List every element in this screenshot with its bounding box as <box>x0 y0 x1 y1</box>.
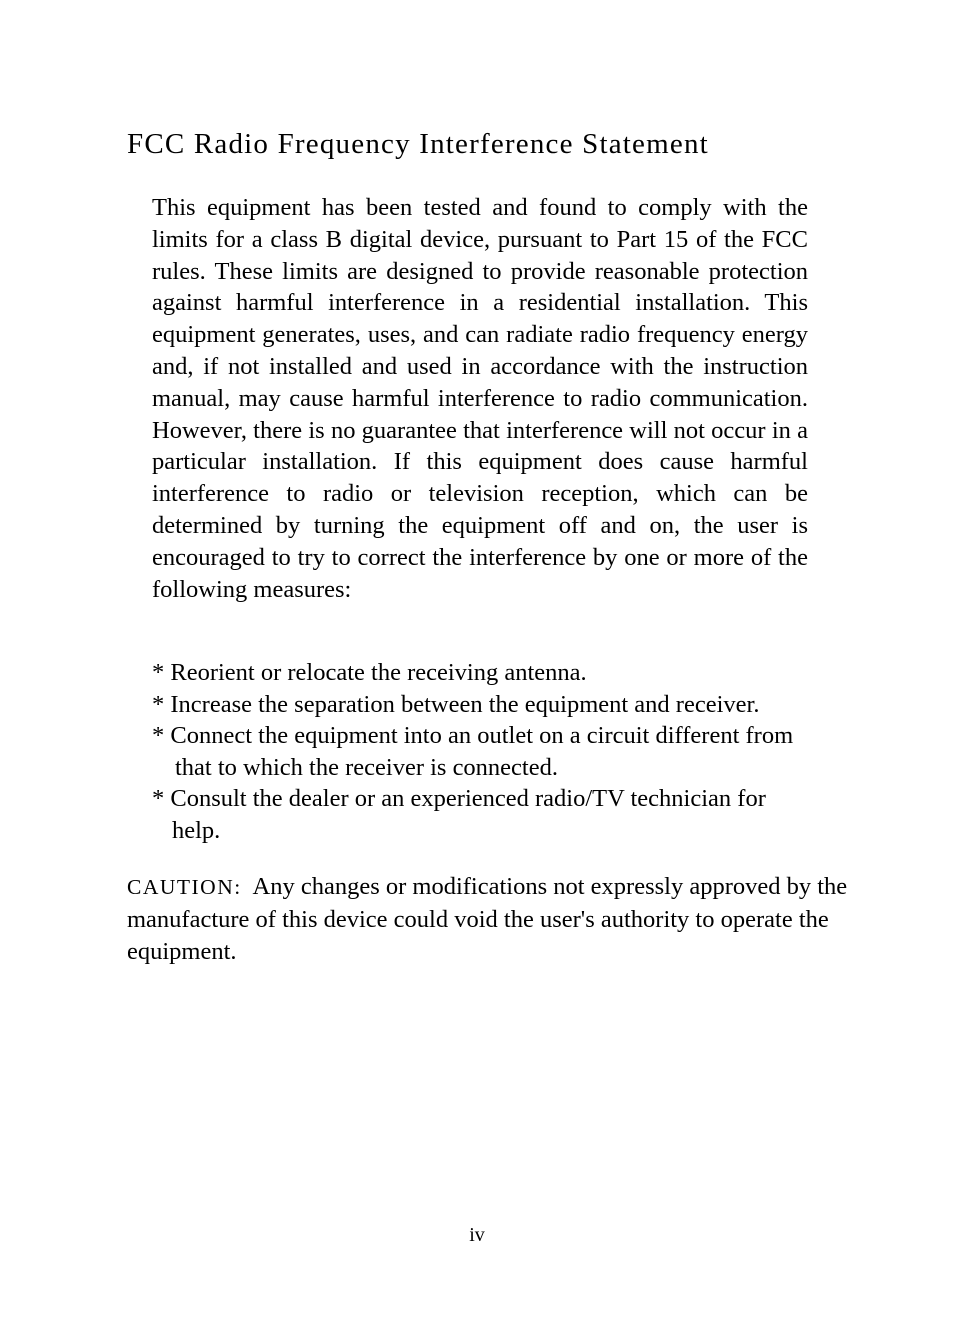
list-item <box>152 720 852 783</box>
measure-text: * Consult the dealer or an experienced radio/TV technician for <box>152 785 766 812</box>
measure-continuation: that to which the receiver is connected. <box>175 753 558 781</box>
section-heading: FCC Radio Frequency Interference Statement <box>127 128 709 160</box>
measure-continuation: help. <box>172 816 221 844</box>
caution-paragraph <box>127 871 857 967</box>
caution-label: CAUTION: <box>127 875 242 899</box>
caution-text: Any changes or modifications not expressly approved by the manufacture of this device could void the user's authority to operate the equipment. <box>127 873 848 965</box>
page-number: iv <box>469 1224 485 1246</box>
intro-paragraph: This equipment has been tested and found to comply with the limits for a class B digital device, pursuant to Part 15 of the FCC rules. These limits are designed to provide reasonable protection against harmful interference in a residential installation. This equipment generates, uses, and can radiate radio frequency energy and, if not installed and used in accordance with the instruction manual, may cause harmful interference to radio communication. However, there is no guarantee that interference will not occur in a particular installation. If this equipment does cause harmful interference to radio or television reception, which can be determined by turning the equipment off and on, the user is encouraged to try to correct the interference by one or more of the following measures: <box>152 194 808 603</box>
measures-list <box>152 657 852 846</box>
list-item <box>152 689 852 721</box>
list-item <box>152 783 852 846</box>
measure-text: * Reorient or relocate the receiving antenna. <box>152 659 587 686</box>
list-item <box>152 657 852 689</box>
measure-text: * Increase the separation between the equipment and receiver. <box>152 690 760 718</box>
measure-text: * Connect the equipment into an outlet on a circuit different from <box>152 722 794 749</box>
